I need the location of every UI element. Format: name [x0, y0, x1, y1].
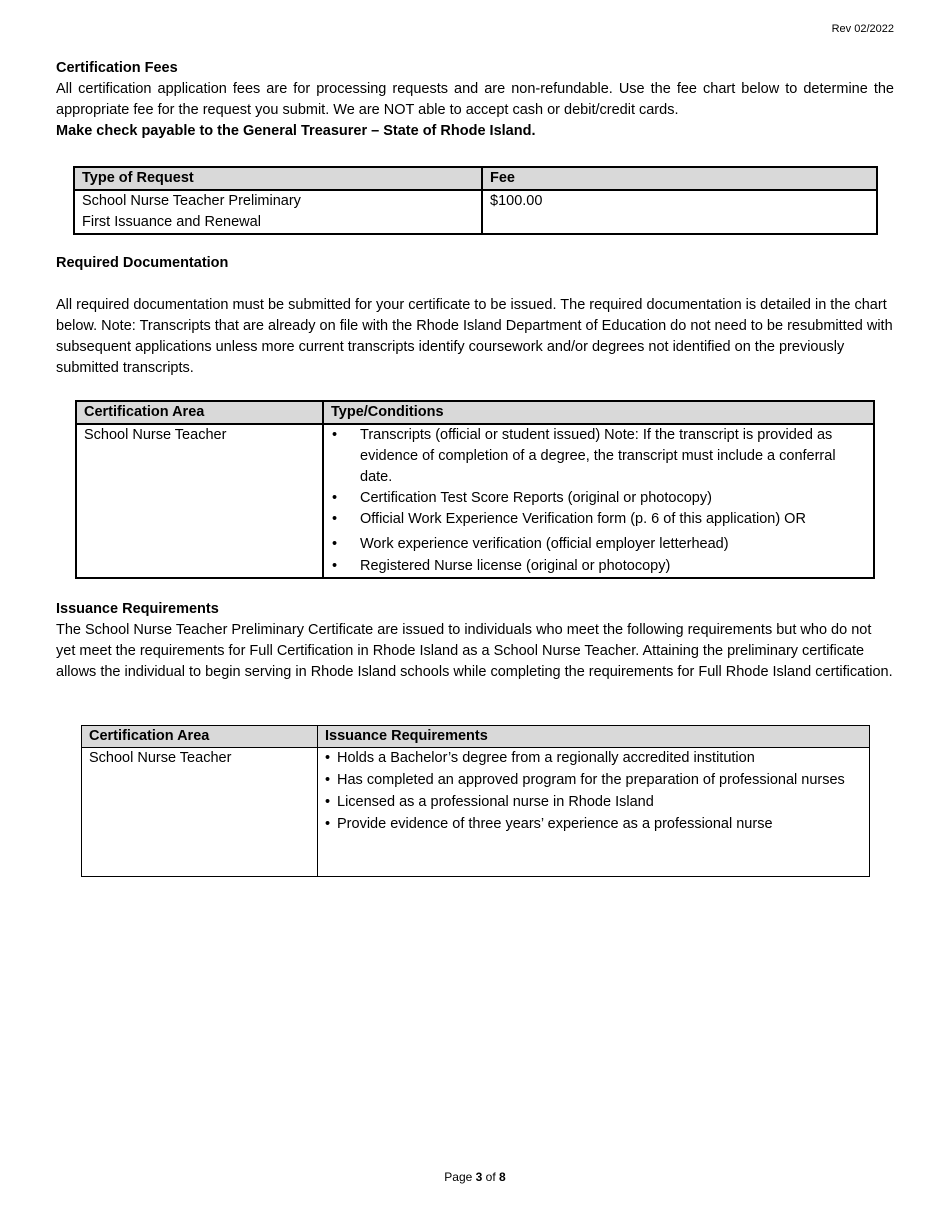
page-current: 3	[475, 1170, 483, 1184]
page-label: Page	[444, 1170, 473, 1184]
list-item: • Has completed an approved program for the preparation of professional nurses	[325, 770, 862, 791]
page-of-label: of	[485, 1170, 496, 1184]
issuance-title: Issuance Requirements	[56, 601, 219, 617]
fees-title: Certification Fees	[56, 60, 178, 76]
issuance-table	[81, 725, 870, 877]
list-item: • Licensed as a professional nurse in Rhode Island	[325, 792, 862, 813]
revision-label: Rev 02/2022	[831, 23, 894, 35]
table-row	[74, 190, 877, 234]
fee-request-line: First Issuance and Renewal	[82, 214, 261, 230]
page-footer	[0, 1169, 950, 1185]
documentation-conditions-cell	[323, 424, 874, 578]
fees-body: All certification application fees are for processing requests and are non-refundable. Use the fee chart below to determine the appropriate fee for the request you submit. We are NOT able to accept cash or debit/credit cards.	[56, 81, 894, 118]
documentation-table-header-conditions: Type/Conditions	[323, 401, 874, 424]
table-row	[82, 748, 870, 877]
list-item: • Work experience verification (official employer letterhead)	[331, 534, 866, 555]
issuance-table-header-requirements: Issuance Requirements	[318, 726, 870, 748]
issuance-requirements-cell	[318, 748, 870, 877]
issuance-area-cell: School Nurse Teacher	[82, 748, 318, 877]
fee-table-header-row	[74, 167, 877, 190]
fee-table-fee-cell: $100.00	[482, 190, 877, 234]
documentation-list	[331, 425, 866, 577]
documentation-table-header-row	[76, 401, 874, 424]
issuance-table-header-row	[82, 726, 870, 748]
issuance-body: The School Nurse Teacher Preliminary Certificate are issued to individuals who meet the following requirements but who do not yet meet the requirements for Full Certification in Rhode Island as a School Nurse Teacher. Attaining the preliminary certificate allows the individual to begin serving in Rhode Island schools while completing the requirements for Full Rhode Island certification.	[56, 622, 893, 680]
list-item: • Holds a Bachelor’s degree from a regionally accredited institution	[325, 748, 862, 769]
list-item: • Registered Nurse license (original or photocopy)	[331, 556, 866, 577]
list-item: • Certification Test Score Reports (original or photocopy)	[331, 488, 866, 509]
list-item: • Official Work Experience Verification form (p. 6 of this application) OR	[331, 509, 866, 530]
issuance-list	[325, 748, 862, 835]
issuance-table-header-area: Certification Area	[82, 726, 318, 748]
fee-table-header-request: Type of Request	[74, 167, 482, 190]
list-item: • Provide evidence of three years’ experience as a professional nurse	[325, 814, 862, 835]
documentation-body: All required documentation must be submitted for your certificate to be issued. The required documentation is detailed in the chart below. Note: Transcripts that are already on file with the Rhode Island Department of Education do not need to be resubmitted with subsequent applications unless more current transcripts identify coursework and/or degrees not identified on the previously submitted transcripts.	[56, 297, 893, 376]
list-item: • Transcripts (official or student issued) Note: If the transcript is provided as evidence of completion of a degree, the transcript must include a conferral date.	[331, 425, 866, 488]
documentation-area-cell: School Nurse Teacher	[76, 424, 323, 578]
documentation-section	[56, 253, 894, 379]
page-total: 8	[499, 1170, 506, 1184]
documentation-title: Required Documentation	[56, 255, 229, 271]
fee-table	[73, 166, 878, 235]
issuance-section	[56, 599, 894, 683]
documentation-table-header-area: Certification Area	[76, 401, 323, 424]
fees-payable-note: Make check payable to the General Treasurer – State of Rhode Island.	[56, 123, 536, 139]
fees-section	[56, 58, 894, 142]
table-row	[76, 424, 874, 578]
fee-table-request-cell	[74, 190, 482, 234]
documentation-table	[75, 400, 875, 579]
fee-request-line: School Nurse Teacher Preliminary	[82, 193, 301, 209]
fee-table-header-fee: Fee	[482, 167, 877, 190]
